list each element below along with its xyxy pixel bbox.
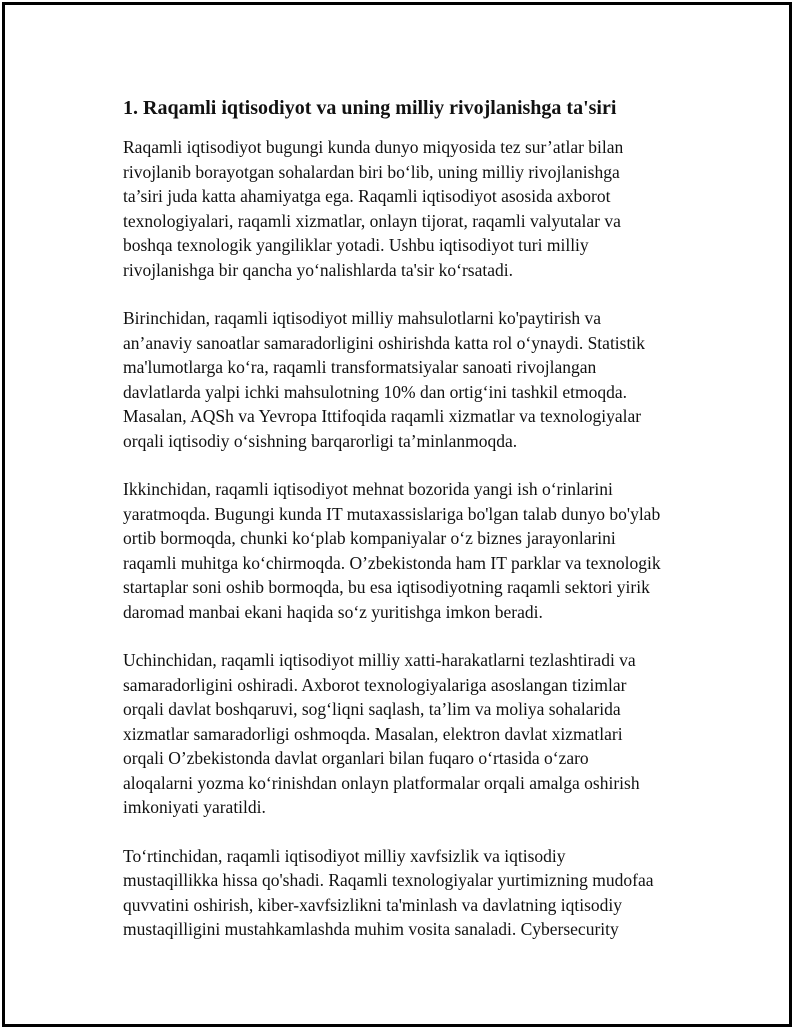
text-line: boshqa texnologik yangiliklar yotadi. Ushbu iqtisodiyot turi milliy	[123, 235, 589, 255]
text-line: rivojlanishga bir qancha yo‘nalishlarda ta'sir ko‘rsatadi.	[123, 259, 513, 280]
text-line: texnologiyalari, raqamli xizmatlar, onlayn tijorat, raqamli valyutalar va	[123, 210, 621, 231]
text-line: Birinchidan, raqamli iqtisodiyot milliy mahsulotlarni ko'paytirish va	[123, 308, 602, 328]
document-title: 1. Raqamli iqtisodiyot va uning milliy rivojlanishga ta'siri	[123, 97, 617, 119]
text-line: ta’siri juda katta ahamiyatga ega. Raqamli iqtisodiyot asosida axborot	[123, 186, 611, 206]
text-line: mustaqilligini mustahkamlashda muhim vosita sanaladi. Cybersecurity	[123, 919, 619, 939]
text-line: Uchinchidan, raqamli iqtisodiyot milliy xatti-harakatlarni tezlashtiradi va	[123, 650, 636, 670]
text-line: aloqalarni yozma ko‘rinishdan onlayn platformalar orqali amalga oshirish	[123, 772, 640, 793]
text-line: ma'lumotlarga ko‘ra, raqamli transformatsiyalar sanoati rivojlangan	[123, 357, 597, 377]
text-line: daromad manbai ekani haqida so‘z yuritishga imkon beradi.	[123, 601, 543, 622]
paragraph-second	[123, 477, 689, 624]
text-line: quvvatini oshirish, kiber-xavfsizlikni ta'minlash va davlatning iqtisodiy	[123, 894, 623, 915]
paragraph-fourth	[123, 844, 689, 942]
text-line: yaratmoqda. Bugungi kunda IT mutaxassislariga bo'lgan talab dunyo bo'ylab	[123, 503, 661, 524]
text-line: orqali O’zbekistonda davlat organlari bilan fuqaro o‘rtasida o‘zaro	[123, 748, 589, 768]
text-line: Ikkinchidan, raqamli iqtisodiyot mehnat bozorida yangi ish o‘rinlarini	[123, 479, 613, 499]
text-line: an’anaviy sanoatlar samaradorligini oshirishda katta rol o‘ynaydi. Statistik	[123, 332, 645, 353]
paragraph-first	[123, 306, 689, 453]
text-line: davlatlarda yalpi ichki mahsulotning 10% dan ortig‘ini tashkil etmoqda.	[123, 381, 627, 402]
text-line: orqali iqtisodiy o‘sishning barqarorligi ta’minlanmoqda.	[123, 430, 518, 451]
text-line: Masalan, AQSh va Yevropa Ittifoqida raqamli xizmatlar va texnologiyalar	[123, 406, 642, 426]
text-line: imkoniyati yaratildi.	[123, 797, 266, 817]
text-line: To‘rtinchidan, raqamli iqtisodiyot milliy xavfsizlik va iqtisodiy	[123, 845, 566, 866]
text-line: ortib bormoqda, chunki ko‘plab kompaniyalar o‘z biznes jarayonlarini	[123, 528, 616, 548]
document-body	[123, 95, 689, 966]
text-line: rivojlanib borayotgan sohalardan biri bo‘lib, uning milliy rivojlanishga	[123, 161, 620, 182]
text-line: raqamli muhitga ko‘chirmoqda. O’zbekistonda ham IT parklar va texnologik	[123, 552, 661, 573]
text-line: samaradorligini oshiradi. Axborot texnologiyalariga asoslangan tizimlar	[123, 674, 627, 695]
paragraph-intro	[123, 135, 689, 282]
text-line: startaplar soni oshib bormoqda, bu esa iqtisodiyotning raqamli sektori yirik	[123, 577, 650, 597]
text-line: Raqamli iqtisodiyot bugungi kunda dunyo miqyosida tez sur’atlar bilan	[123, 137, 624, 157]
paragraph-third	[123, 648, 689, 820]
text-line: orqali davlat boshqaruvi, sog‘liqni saqlash, ta’lim va moliya sohalarida	[123, 699, 621, 719]
text-line: mustaqillikka hissa qo'shadi. Raqamli texnologiyalar yurtimizning mudofaa	[123, 870, 654, 890]
text-line: xizmatlar samaradorligi oshmoqda. Masalan, elektron davlat xizmatlari	[123, 723, 623, 744]
page-frame	[2, 2, 792, 1027]
